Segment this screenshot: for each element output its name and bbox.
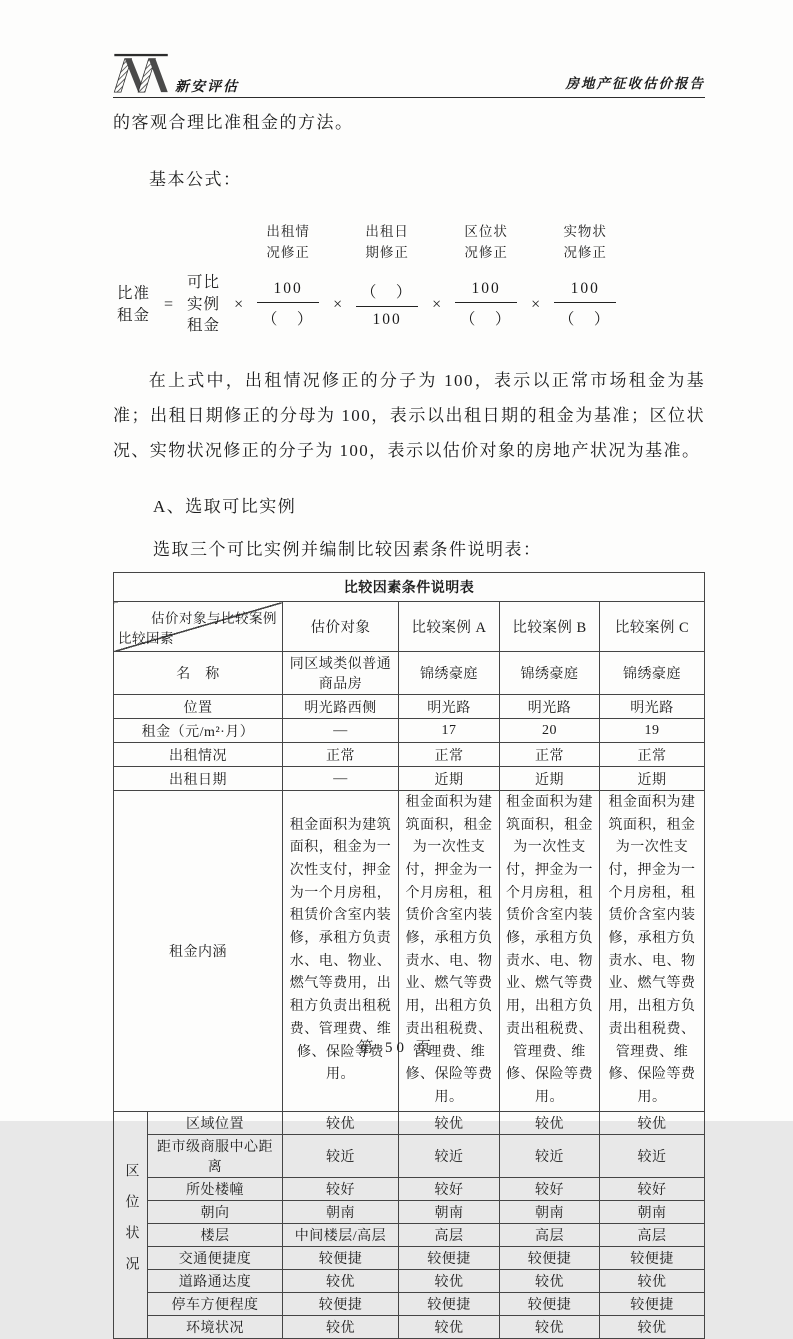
cell-value: 较优 — [399, 1315, 500, 1338]
table-row — [114, 1200, 705, 1223]
row-label: 出租情况 — [114, 743, 283, 767]
table-title: 比较因素条件说明表 — [114, 573, 705, 602]
formula-explanation: 在上式中，出租情况修正的分子为 100，表示以正常市场租金为基准；出租日期修正的分母为 100，表示以出租日期的租金为基准；区位状况、实物状况修正的分子为 100，表示以估价对象的房地产状况为基准。 — [113, 371, 705, 461]
fraction-label: 区位状 况修正 — [464, 224, 508, 261]
cell-value: 较优 — [283, 1111, 399, 1134]
cell-value: 较优 — [399, 1111, 500, 1134]
cell-value: 明光路西侧 — [283, 695, 399, 719]
table-row — [114, 1269, 705, 1292]
multiply-sign: × — [333, 295, 343, 313]
column-header-case-a: 比较案例 A — [399, 602, 500, 652]
cell-value: 租金面积为建筑面积，租金为一次性支付，押金为一个月房租，租赁价含室内装修，承租方负责水、电、物业、燃气等费用，出租方负责出租税费、管理费、维修、保险等费用。 — [600, 791, 705, 1111]
page-number: 第 50 页 — [358, 1040, 435, 1056]
cell-value: 朝南 — [500, 1200, 600, 1223]
cell-value: 19 — [600, 719, 705, 743]
logo-text: 新安评估 — [175, 80, 239, 95]
corner-bottom-label: 比较因素 — [118, 631, 174, 647]
cell-value: 20 — [500, 719, 600, 743]
cell-value: 17 — [399, 719, 500, 743]
cell-value: 较好 — [500, 1177, 600, 1200]
column-header-subject: 估价对象 — [283, 602, 399, 652]
row-label: 停车方便程度 — [148, 1292, 283, 1315]
row-label: 位置 — [114, 695, 283, 719]
multiply-sign: × — [432, 295, 442, 313]
fraction-label: 实物状 况修正 — [563, 224, 607, 261]
cell-value: 正常 — [500, 743, 600, 767]
diagonal-corner-cell — [114, 602, 283, 652]
table-header-row — [114, 602, 705, 652]
cell-value: 租金面积为建筑面积，租金为一次性支付，押金为一个月房租，租赁价含室内装修，承租方负责水、电、物业、燃气等费用，出租方负责出租税费、管理费、维修、保险等费用。 — [399, 791, 500, 1111]
row-label: 距市级商服中心距离 — [148, 1134, 283, 1177]
cell-value: 中间楼层/高层 — [283, 1223, 399, 1246]
fraction-location-condition: 区位状 况修正 $\frac{100}{( )}$ — [455, 280, 517, 329]
report-title: 房地产征收估价报告 — [565, 76, 705, 91]
cell-value: 租金面积为建筑面积，租金为一次性支付，押金为一个月房租，租赁价含室内装修，承租方负责水、电、物业、燃气等费用，出租方负责出租税费、管理费、维修、保险等费用。 — [500, 791, 600, 1111]
cell-value: 锦绣豪庭 — [399, 652, 500, 695]
page-content — [113, 108, 705, 1339]
cell-value: 较便捷 — [283, 1292, 399, 1315]
cell-value: 较便捷 — [399, 1292, 500, 1315]
cell-value: 较近 — [600, 1134, 705, 1177]
cell-value: 高层 — [600, 1223, 705, 1246]
cell-value: 较便捷 — [500, 1292, 600, 1315]
cell-value: 较好 — [283, 1177, 399, 1200]
cell-value: 近期 — [500, 767, 600, 791]
cell-value: 较优 — [283, 1269, 399, 1292]
cell-value: 较优 — [500, 1111, 600, 1134]
row-label: 出租日期 — [114, 767, 283, 791]
cell-value: 正常 — [600, 743, 705, 767]
cell-value: 较优 — [600, 1111, 705, 1134]
table-intro-text: 选取三个可比实例并编制比较因素条件说明表： — [153, 540, 542, 560]
cell-value: 较便捷 — [283, 1246, 399, 1269]
formula-base-term: 可比 实例 租金 — [187, 274, 221, 335]
table-row — [114, 695, 705, 719]
table-row — [114, 1292, 705, 1315]
cell-value: 较优 — [283, 1315, 399, 1338]
table-row — [114, 652, 705, 695]
table-row — [114, 1246, 705, 1269]
row-label: 交通便捷度 — [148, 1246, 283, 1269]
comparison-factors-table — [113, 572, 705, 1338]
row-label: 名 称 — [114, 652, 283, 695]
table-row — [114, 767, 705, 791]
cell-value: 较便捷 — [600, 1292, 705, 1315]
rent-adjustment-formula — [113, 224, 705, 337]
table-title-row — [114, 573, 705, 602]
equals-sign: = — [164, 295, 174, 313]
formula-lhs: 比准 租金 — [117, 284, 151, 324]
page-header — [113, 52, 705, 98]
table-row — [114, 1177, 705, 1200]
cell-value: 近期 — [600, 767, 705, 791]
cell-value: 锦绣豪庭 — [500, 652, 600, 695]
cell-value: 同区域类似普通商品房 — [283, 652, 399, 695]
cell-value: 明光路 — [500, 695, 600, 719]
cell-value: 租金面积为建筑面积，租金为一次性支付，押金为一个月房租，租赁价含室内装修，承租方负责水、电、物业、燃气等费用，出租方负责出租税费、管理费、维修、保险等费用。 — [283, 791, 399, 1111]
cell-value: 正常 — [283, 743, 399, 767]
row-label: 楼层 — [148, 1223, 283, 1246]
formula-heading: 基本公式： — [149, 170, 242, 189]
cell-value: 较好 — [600, 1177, 705, 1200]
corner-top-label: 估价对象与比较案例 — [151, 611, 277, 627]
cell-value: 较便捷 — [500, 1246, 600, 1269]
cell-value: 高层 — [500, 1223, 600, 1246]
cell-value: 较优 — [500, 1269, 600, 1292]
cell-value: 较好 — [399, 1177, 500, 1200]
column-header-case-c: 比较案例 C — [600, 602, 705, 652]
section-a-heading: A、选取可比实例 — [153, 497, 297, 517]
continuation-text: 的客观合理比准租金的方法。 — [113, 113, 354, 132]
table-row — [114, 743, 705, 767]
group-label-location-condition: 区位状况 — [114, 1111, 148, 1338]
cell-value: 锦绣豪庭 — [600, 652, 705, 695]
cell-value: 近期 — [399, 767, 500, 791]
column-header-case-b: 比较案例 B — [500, 602, 600, 652]
cell-value: 较近 — [399, 1134, 500, 1177]
cell-value: 朝南 — [283, 1200, 399, 1223]
fraction-rental-date: 出租日 期修正 $\frac{( )}{100}$ — [356, 280, 418, 329]
cell-value: 较优 — [500, 1315, 600, 1338]
cell-value: 较近 — [500, 1134, 600, 1177]
fraction-rental-situation: 出租情 况修正 $\frac{100}{( )}$ — [257, 280, 319, 329]
table-row — [114, 1315, 705, 1338]
multiply-sign: × — [234, 295, 244, 313]
table-row — [114, 1111, 705, 1134]
table-row — [114, 1223, 705, 1246]
cell-value: 正常 — [399, 743, 500, 767]
company-logo-icon — [113, 52, 171, 94]
header-divider — [113, 97, 705, 98]
cell-value: — — [283, 767, 399, 791]
row-label: 朝向 — [148, 1200, 283, 1223]
fraction-label: 出租情 况修正 — [266, 224, 310, 261]
row-label: 租金（元/m²·月） — [114, 719, 283, 743]
cell-value: 较便捷 — [600, 1246, 705, 1269]
cell-value: 较优 — [600, 1269, 705, 1292]
cell-value: 较优 — [600, 1315, 705, 1338]
row-label: 环境状况 — [148, 1315, 283, 1338]
row-label: 区域位置 — [148, 1111, 283, 1134]
table-row-rent-content — [114, 791, 705, 1111]
cell-value: 较优 — [399, 1269, 500, 1292]
cell-value: 朝南 — [600, 1200, 705, 1223]
cell-value: 明光路 — [600, 695, 705, 719]
cell-value: — — [283, 719, 399, 743]
cell-value: 朝南 — [399, 1200, 500, 1223]
table-row — [114, 1134, 705, 1177]
row-label: 所处楼幢 — [148, 1177, 283, 1200]
cell-value: 较便捷 — [399, 1246, 500, 1269]
cell-value: 高层 — [399, 1223, 500, 1246]
cell-value: 明光路 — [399, 695, 500, 719]
fraction-label: 出租日 期修正 — [365, 224, 409, 261]
fraction-physical-condition: 实物状 况修正 $\frac{100}{( )}$ — [554, 280, 616, 329]
table-row — [114, 719, 705, 743]
cell-value: 较近 — [283, 1134, 399, 1177]
row-label: 道路通达度 — [148, 1269, 283, 1292]
multiply-sign: × — [531, 295, 541, 313]
row-label: 租金内涵 — [114, 791, 283, 1111]
